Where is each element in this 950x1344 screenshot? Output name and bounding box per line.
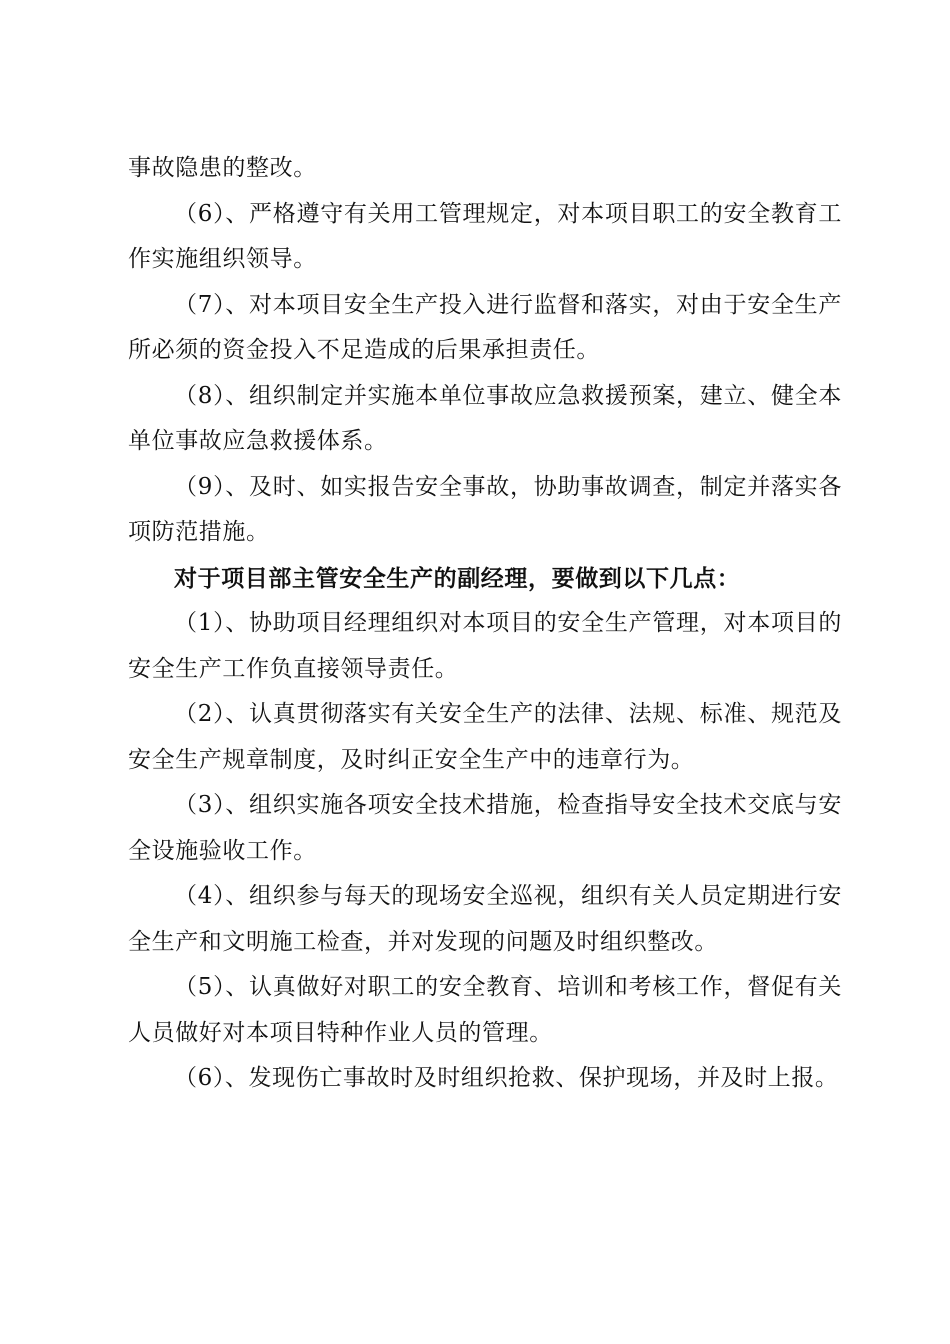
continuation-paragraph: 事故隐患的整改。 bbox=[128, 155, 317, 181]
list-item: （6）、发现伤亡事故时及时组织抢救、保护现场，并及时上报。 bbox=[174, 1065, 839, 1091]
list-item: （3）、组织实施各项安全技术措施，检查指导安全技术交底与安全设施验收工作。 bbox=[128, 792, 842, 864]
document-body bbox=[128, 146, 842, 1102]
list-item: （1）、协助项目经理组织对本项目的安全生产管理，对本项目的安全生产工作负直接领导责任。 bbox=[128, 610, 842, 682]
list-item: （4）、组织参与每天的现场安全巡视，组织有关人员定期进行安全生产和文明施工检查，并对发现的问题及时组织整改。 bbox=[128, 883, 842, 955]
section-heading: 对于项目部主管安全生产的副经理，要做到以下几点： bbox=[174, 564, 741, 592]
list-item: （2）、认真贯彻落实有关安全生产的法律、法规、标准、规范及安全生产规章制度，及时纠正安全生产中的违章行为。 bbox=[128, 701, 842, 773]
list-item: （7）、对本项目安全生产投入进行监督和落实，对由于安全生产所必须的资金投入不足造成的后果承担责任。 bbox=[128, 291, 842, 363]
list-item: （5）、认真做好对职工的安全教育、培训和考核工作，督促有关人员做好对本项目特种作业人员的管理。 bbox=[128, 974, 842, 1046]
list-item: （9）、及时、如实报告安全事故，协助事故调查，制定并落实各项防范措施。 bbox=[128, 473, 842, 545]
list-item: （6）、严格遵守有关用工管理规定，对本项目职工的安全教育工作实施组织领导。 bbox=[128, 200, 842, 272]
list-item: （8）、组织制定并实施本单位事故应急救援预案，建立、健全本单位事故应急救援体系。 bbox=[128, 382, 842, 454]
